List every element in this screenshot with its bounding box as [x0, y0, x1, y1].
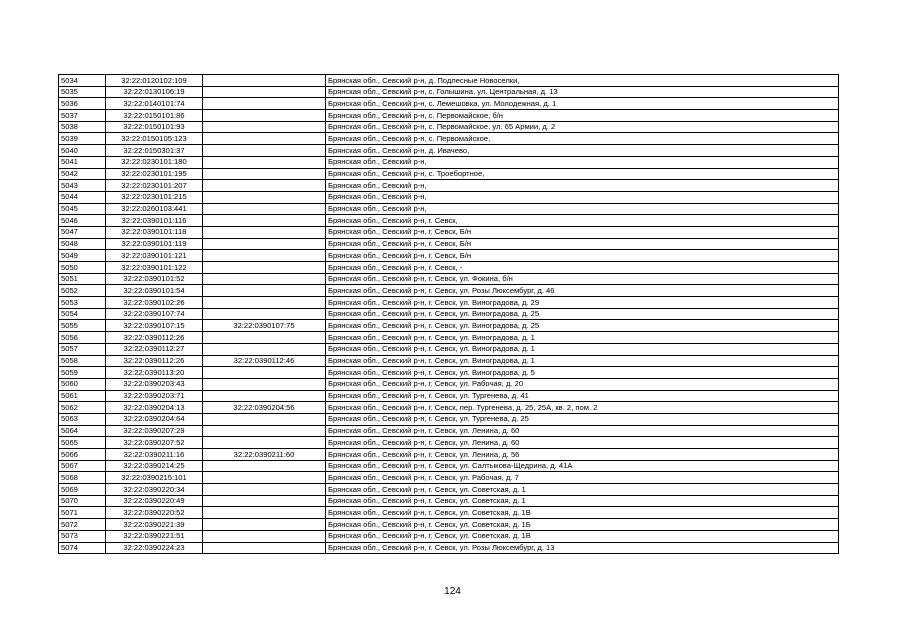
- table-row: [59, 425, 839, 437]
- address-cell: Брянская обл., Севский р-н, г. Севск, ул. Советская, д. 1Б: [326, 519, 839, 531]
- address-cell: Брянская обл., Севский р-н, с. Лемешовка, ул. Молодежная, д. 1: [326, 98, 839, 110]
- table-row: [59, 191, 839, 203]
- row-number-cell: 5070: [59, 495, 106, 507]
- row-number-cell: 5062: [59, 402, 106, 414]
- address-cell: Брянская обл., Севский р-н, г. Севск, ул. Розы Люксембург, д. 13: [326, 542, 839, 554]
- row-number-cell: 5046: [59, 215, 106, 227]
- table-row: [59, 145, 839, 157]
- linked-cadastral-number-cell: [203, 308, 326, 320]
- cadastral-number-cell: 32:22:0390101:122: [106, 262, 203, 274]
- table-row: [59, 343, 839, 355]
- linked-cadastral-number-cell: [203, 75, 326, 87]
- linked-cadastral-number-cell: [203, 86, 326, 98]
- row-number-cell: 5065: [59, 437, 106, 449]
- cadastral-number-cell: 32:22:0390101:54: [106, 285, 203, 297]
- address-cell: Брянская обл., Севский р-н,: [326, 191, 839, 203]
- table-row: [59, 75, 839, 87]
- table-row: [59, 413, 839, 425]
- row-number-cell: 5042: [59, 168, 106, 180]
- row-number-cell: 5035: [59, 86, 106, 98]
- address-cell: Брянская обл., Севский р-н, г. Севск, ул. Салтыкова-Щедрина, д. 41А: [326, 460, 839, 472]
- linked-cadastral-number-cell: 32:22:0390204:56: [203, 402, 326, 414]
- linked-cadastral-number-cell: [203, 121, 326, 133]
- linked-cadastral-number-cell: [203, 332, 326, 344]
- linked-cadastral-number-cell: [203, 367, 326, 379]
- address-cell: Брянская обл., Севский р-н, г. Севск, ул. Виноградова, д. 25: [326, 308, 839, 320]
- cadastral-number-cell: 32:22:0390220:52: [106, 507, 203, 519]
- linked-cadastral-number-cell: [203, 215, 326, 227]
- address-cell: Брянская обл., Севский р-н, с. Первомайское, б/н: [326, 110, 839, 122]
- linked-cadastral-number-cell: [203, 472, 326, 484]
- linked-cadastral-number-cell: [203, 437, 326, 449]
- address-cell: Брянская обл., Севский р-н, г. Севск, ул. Советская, д. 1В: [326, 530, 839, 542]
- row-number-cell: 5059: [59, 367, 106, 379]
- linked-cadastral-number-cell: [203, 191, 326, 203]
- table-row: [59, 262, 839, 274]
- address-cell: Брянская обл., Севский р-н, г. Севск, ул. Рабочая, д. 7: [326, 472, 839, 484]
- row-number-cell: 5045: [59, 203, 106, 215]
- linked-cadastral-number-cell: [203, 203, 326, 215]
- address-cell: Брянская обл., Севский р-н, г. Севск,: [326, 215, 839, 227]
- row-number-cell: 5047: [59, 226, 106, 238]
- linked-cadastral-number-cell: [203, 530, 326, 542]
- linked-cadastral-number-cell: [203, 168, 326, 180]
- address-cell: Брянская обл., Севский р-н, г. Севск, ул. Советская, д. 1В: [326, 507, 839, 519]
- address-cell: Брянская обл., Севский р-н, г. Севск, ул. Тургенева, д. 41: [326, 390, 839, 402]
- table-row: [59, 484, 839, 496]
- cadastral-number-cell: 32:22:0230101:180: [106, 156, 203, 168]
- table-row: [59, 86, 839, 98]
- cadastral-number-cell: 32:22:0390101:121: [106, 250, 203, 262]
- address-cell: Брянская обл., Севский р-н, г. Севск, ул. Виноградова, д. 25: [326, 320, 839, 332]
- cadastral-number-cell: 32:22:0230101:215: [106, 191, 203, 203]
- address-cell: Брянская обл., Севский р-н, с. Первомайское,: [326, 133, 839, 145]
- cadastral-number-cell: 32:22:0390203:43: [106, 378, 203, 390]
- address-cell: Брянская обл., Севский р-н, г. Севск, ул. Ленина, д. 56: [326, 449, 839, 461]
- address-cell: Брянская обл., Севский р-н, д. Ивачево,: [326, 145, 839, 157]
- cadastral-number-cell: 32:22:0390204:13: [106, 402, 203, 414]
- table-row: [59, 203, 839, 215]
- table-row: [59, 121, 839, 133]
- cadastral-number-cell: 32:22:0390220:49: [106, 495, 203, 507]
- row-number-cell: 5039: [59, 133, 106, 145]
- cadastral-number-cell: 32:22:0390107:15: [106, 320, 203, 332]
- table-row: [59, 250, 839, 262]
- cadastral-number-cell: 32:22:0390113:20: [106, 367, 203, 379]
- row-number-cell: 5066: [59, 449, 106, 461]
- cadastral-number-cell: 32:22:0390221:51: [106, 530, 203, 542]
- linked-cadastral-number-cell: [203, 180, 326, 192]
- row-number-cell: 5040: [59, 145, 106, 157]
- linked-cadastral-number-cell: [203, 226, 326, 238]
- row-number-cell: 5044: [59, 191, 106, 203]
- table-row: [59, 437, 839, 449]
- linked-cadastral-number-cell: 32:22:0390112:46: [203, 355, 326, 367]
- table-row: [59, 320, 839, 332]
- address-cell: Брянская обл., Севский р-н,: [326, 180, 839, 192]
- table-row: [59, 273, 839, 285]
- address-cell: Брянская обл., Севский р-н, г. Севск, Б/н: [326, 250, 839, 262]
- table-row: [59, 332, 839, 344]
- cadastral-number-cell: 32:22:0390112:26: [106, 355, 203, 367]
- table-row: [59, 367, 839, 379]
- cadastral-number-cell: 32:22:0390221:39: [106, 519, 203, 531]
- row-number-cell: 5053: [59, 297, 106, 309]
- address-cell: Брянская обл., Севский р-н, г. Севск, ул. Виноградова, д. 5: [326, 367, 839, 379]
- linked-cadastral-number-cell: [203, 250, 326, 262]
- row-number-cell: 5072: [59, 519, 106, 531]
- linked-cadastral-number-cell: [203, 110, 326, 122]
- address-cell: Брянская обл., Севский р-н, г. Севск, ул. Рабочая, д. 20: [326, 378, 839, 390]
- cadastral-number-cell: 32:22:0390204:64: [106, 413, 203, 425]
- table-row: [59, 390, 839, 402]
- linked-cadastral-number-cell: [203, 262, 326, 274]
- address-cell: Брянская обл., Севский р-н,: [326, 203, 839, 215]
- cadastral-number-cell: 32:22:0390101:52: [106, 273, 203, 285]
- cadastral-number-cell: 32:22:0390220:34: [106, 484, 203, 496]
- table-row: [59, 285, 839, 297]
- row-number-cell: 5064: [59, 425, 106, 437]
- linked-cadastral-number-cell: [203, 378, 326, 390]
- address-cell: Брянская обл., Севский р-н, с. Голышина, ул. Центральная, д. 13: [326, 86, 839, 98]
- cadastral-number-cell: 32:22:0150301:37: [106, 145, 203, 157]
- address-cell: Брянская обл., Севский р-н,: [326, 156, 839, 168]
- linked-cadastral-number-cell: [203, 542, 326, 554]
- linked-cadastral-number-cell: 32:22:0390211:60: [203, 449, 326, 461]
- registry-table-body: [59, 75, 839, 554]
- cadastral-number-cell: 32:22:0150105:123: [106, 133, 203, 145]
- address-cell: Брянская обл., Севский р-н, г. Севск, -: [326, 262, 839, 274]
- table-row: [59, 402, 839, 414]
- row-number-cell: 5050: [59, 262, 106, 274]
- cadastral-number-cell: 32:22:0390112:26: [106, 332, 203, 344]
- cadastral-number-cell: 32:22:0390214:25: [106, 460, 203, 472]
- table-row: [59, 519, 839, 531]
- cadastral-number-cell: 32:22:0390215:101: [106, 472, 203, 484]
- linked-cadastral-number-cell: [203, 273, 326, 285]
- row-number-cell: 5037: [59, 110, 106, 122]
- row-number-cell: 5038: [59, 121, 106, 133]
- linked-cadastral-number-cell: [203, 519, 326, 531]
- address-cell: Брянская обл., Севский р-н, г. Севск, ул. Советская, д. 1: [326, 495, 839, 507]
- address-cell: Брянская обл., Севский р-н, г. Севск, ул. Фокина, б/н: [326, 273, 839, 285]
- linked-cadastral-number-cell: [203, 413, 326, 425]
- linked-cadastral-number-cell: [203, 390, 326, 402]
- table-row: [59, 215, 839, 227]
- table-row: [59, 297, 839, 309]
- cadastral-number-cell: 32:22:0390101:116: [106, 215, 203, 227]
- linked-cadastral-number-cell: [203, 145, 326, 157]
- table-row: [59, 98, 839, 110]
- table-row: [59, 460, 839, 472]
- address-cell: Брянская обл., Севский р-н, с. Троебортное,: [326, 168, 839, 180]
- table-row: [59, 542, 839, 554]
- row-number-cell: 5052: [59, 285, 106, 297]
- linked-cadastral-number-cell: 32:22:0390107:75: [203, 320, 326, 332]
- cadastral-number-cell: 32:22:0260103:441: [106, 203, 203, 215]
- cadastral-number-cell: 32:22:0230101:195: [106, 168, 203, 180]
- table-row: [59, 156, 839, 168]
- table-row: [59, 226, 839, 238]
- linked-cadastral-number-cell: [203, 98, 326, 110]
- cadastral-number-cell: 32:22:0390102:26: [106, 297, 203, 309]
- row-number-cell: 5048: [59, 238, 106, 250]
- cadastral-number-cell: 32:22:0390203:71: [106, 390, 203, 402]
- table-row: [59, 449, 839, 461]
- row-number-cell: 5049: [59, 250, 106, 262]
- address-cell: Брянская обл., Севский р-н, г. Севск, ул. Ленина, д. 60: [326, 437, 839, 449]
- cadastral-number-cell: 32:22:0150101:93: [106, 121, 203, 133]
- address-cell: Брянская обл., Севский р-н, г. Севск, ул. Виноградова, д. 29: [326, 297, 839, 309]
- address-cell: Брянская обл., Севский р-н, г. Севск, ул. Ленина, д. 60: [326, 425, 839, 437]
- row-number-cell: 5034: [59, 75, 106, 87]
- address-cell: Брянская обл., Севский р-н, г. Севск, ул. Виноградова, д. 1: [326, 332, 839, 344]
- registry-table: [58, 74, 839, 554]
- linked-cadastral-number-cell: [203, 507, 326, 519]
- table-row: [59, 378, 839, 390]
- row-number-cell: 5063: [59, 413, 106, 425]
- address-cell: Брянская обл., Севский р-н, г. Севск, Б/н: [326, 238, 839, 250]
- table-row: [59, 238, 839, 250]
- linked-cadastral-number-cell: [203, 297, 326, 309]
- table-row: [59, 495, 839, 507]
- address-cell: Брянская обл., Севский р-н, г. Севск, ул. Советская, д. 1: [326, 484, 839, 496]
- address-cell: Брянская обл., Севский р-н, д. Подлесные Новоселки,: [326, 75, 839, 87]
- cadastral-number-cell: 32:22:0150101:86: [106, 110, 203, 122]
- row-number-cell: 5061: [59, 390, 106, 402]
- row-number-cell: 5043: [59, 180, 106, 192]
- row-number-cell: 5060: [59, 378, 106, 390]
- address-cell: Брянская обл., Севский р-н, г. Севск, ул. Розы Люксембург, д. 46: [326, 285, 839, 297]
- address-cell: Брянская обл., Севский р-н, г. Севск, ул. Виноградова, д. 1: [326, 343, 839, 355]
- cadastral-number-cell: 32:22:0390207:52: [106, 437, 203, 449]
- address-cell: Брянская обл., Севский р-н, г. Севск, Б/н: [326, 226, 839, 238]
- address-cell: Брянская обл., Севский р-н, г. Севск, ул. Тургенева, д. 25: [326, 413, 839, 425]
- row-number-cell: 5055: [59, 320, 106, 332]
- table-row: [59, 472, 839, 484]
- row-number-cell: 5067: [59, 460, 106, 472]
- cadastral-number-cell: 32:22:0390211:16: [106, 449, 203, 461]
- row-number-cell: 5057: [59, 343, 106, 355]
- row-number-cell: 5074: [59, 542, 106, 554]
- table-row: [59, 180, 839, 192]
- address-cell: Брянская обл., Севский р-н, г. Севск, ул. Виноградова, д. 1: [326, 355, 839, 367]
- table-row: [59, 110, 839, 122]
- cadastral-number-cell: 32:22:0390101:118: [106, 226, 203, 238]
- table-row: [59, 355, 839, 367]
- cadastral-number-cell: 32:22:0390207:29: [106, 425, 203, 437]
- cadastral-number-cell: 32:22:0390224:23: [106, 542, 203, 554]
- row-number-cell: 5041: [59, 156, 106, 168]
- row-number-cell: 5056: [59, 332, 106, 344]
- address-cell: Брянская обл., Севский р-н, г. Севск, пер. Тургенева, д. 25, 25А, кв. 2, пом. 2: [326, 402, 839, 414]
- table-row: [59, 308, 839, 320]
- cadastral-number-cell: 32:22:0390107:74: [106, 308, 203, 320]
- table-row: [59, 507, 839, 519]
- cadastral-number-cell: 32:22:0120102:109: [106, 75, 203, 87]
- linked-cadastral-number-cell: [203, 156, 326, 168]
- linked-cadastral-number-cell: [203, 484, 326, 496]
- row-number-cell: 5068: [59, 472, 106, 484]
- linked-cadastral-number-cell: [203, 285, 326, 297]
- row-number-cell: 5036: [59, 98, 106, 110]
- row-number-cell: 5069: [59, 484, 106, 496]
- cadastral-number-cell: 32:22:0230101:207: [106, 180, 203, 192]
- table-row: [59, 168, 839, 180]
- cadastral-number-cell: 32:22:0140101:74: [106, 98, 203, 110]
- cadastral-number-cell: 32:22:0390112:27: [106, 343, 203, 355]
- cadastral-number-cell: 32:22:0390101:119: [106, 238, 203, 250]
- linked-cadastral-number-cell: [203, 238, 326, 250]
- linked-cadastral-number-cell: [203, 495, 326, 507]
- row-number-cell: 5051: [59, 273, 106, 285]
- row-number-cell: 5073: [59, 530, 106, 542]
- linked-cadastral-number-cell: [203, 133, 326, 145]
- table-row: [59, 530, 839, 542]
- linked-cadastral-number-cell: [203, 343, 326, 355]
- row-number-cell: 5058: [59, 355, 106, 367]
- linked-cadastral-number-cell: [203, 460, 326, 472]
- address-cell: Брянская обл., Севский р-н, с. Первомайское, ул. 65 Армии, д. 2: [326, 121, 839, 133]
- page-number: 124: [444, 586, 461, 597]
- row-number-cell: 5054: [59, 308, 106, 320]
- linked-cadastral-number-cell: [203, 425, 326, 437]
- cadastral-number-cell: 32:22:0130106:19: [106, 86, 203, 98]
- row-number-cell: 5071: [59, 507, 106, 519]
- table-row: [59, 133, 839, 145]
